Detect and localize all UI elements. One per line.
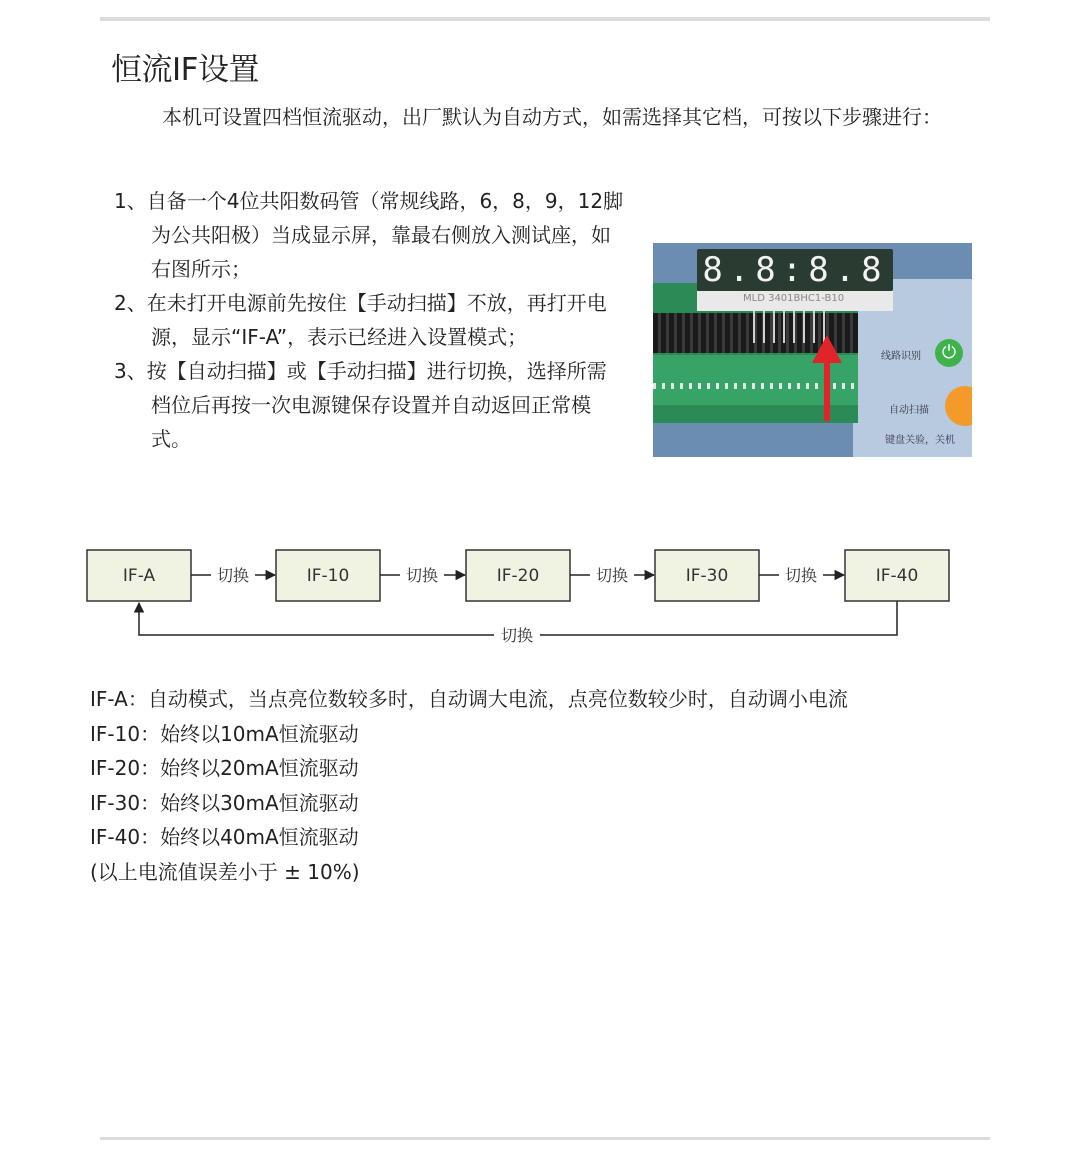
note-item: IF-40：始终以40mA恒流驱动: [90, 825, 359, 849]
step-item-1: 1、自备一个4位共阳数码管（常规线路，6，8，9，12脚为公共阳极）当成显示屏，靠最右侧放入测试座，如右图所示；: [114, 189, 624, 281]
mode-notes-list: [90, 682, 990, 889]
note-item: IF-20：始终以20mA恒流驱动: [90, 756, 359, 780]
flow-box-label: IF-10: [306, 566, 350, 586]
flow-return-arrow: [139, 601, 897, 645]
flow-arrow-3: [570, 566, 654, 585]
flow-box-label: IF-A: [122, 566, 156, 586]
step-item-3: 3、按【自动扫描】或【手动扫描】进行切换，选择所需档位后再按一次电源键保存设置并自动返回正常模式。: [114, 359, 607, 451]
note-item: IF-A：自动模式，当点亮位数较多时，自动调大电流，点亮位数较少时，自动调小电流: [90, 687, 848, 711]
tester-photo: [653, 243, 972, 457]
flow-box-if-10: [276, 550, 380, 601]
switch-label: 切换: [405, 566, 439, 585]
page-title: 恒流IF设置: [111, 52, 259, 88]
power-icon: ⏻: [935, 339, 963, 367]
steps-list: [114, 184, 624, 456]
switch-label: 切换: [216, 566, 250, 585]
flow-box-if-40: [845, 550, 949, 601]
top-rule: [100, 17, 990, 21]
arrow-up-icon: [812, 335, 842, 363]
panel-label-auto-scan: 自动扫描: [889, 405, 929, 416]
flow-arrow-2: [380, 566, 465, 585]
mode-flow-diagram: [0, 540, 1080, 660]
flow-box-if-30: [655, 550, 759, 601]
flow-box-label: IF-20: [496, 566, 540, 586]
bottom-rule: [100, 1137, 990, 1140]
intro-paragraph: 本机可设置四档恒流驱动，出厂默认为自动方式，如需选择其它档，可按以下步骤进行：: [162, 105, 942, 129]
flow-box-label: IF-40: [875, 566, 919, 586]
display-part-label: MLD 3401BHC1-B10: [743, 293, 845, 304]
flow-box-if-20: [466, 550, 570, 601]
note-item: IF-10：始终以10mA恒流驱动: [90, 721, 359, 746]
arrow-shaft: [824, 361, 830, 421]
flow-box-if-a: [87, 550, 191, 601]
note-item: (以上电流值误差小于 ± 10%): [90, 859, 360, 884]
flow-arrow-1: [191, 566, 275, 585]
step-item-2: 2、在未打开电源前先按住【手动扫描】不放，再打开电源，显示“IF-A”，表示已经进入设置模式；: [114, 291, 607, 349]
flow-arrow-4: [759, 566, 844, 585]
flow-box-label: IF-30: [685, 566, 729, 586]
switch-label: 切换: [784, 566, 818, 585]
panel-label-keyboard: 键盘关验，关机: [885, 435, 955, 446]
note-item: IF-30：始终以30mA恒流驱动: [90, 790, 359, 815]
switch-label: 切换: [595, 566, 629, 585]
seven-segment-display: 8.8:8.8: [697, 249, 893, 291]
panel-label-line-detect: 线路识别: [881, 351, 921, 362]
switch-label: 切换: [500, 626, 534, 645]
